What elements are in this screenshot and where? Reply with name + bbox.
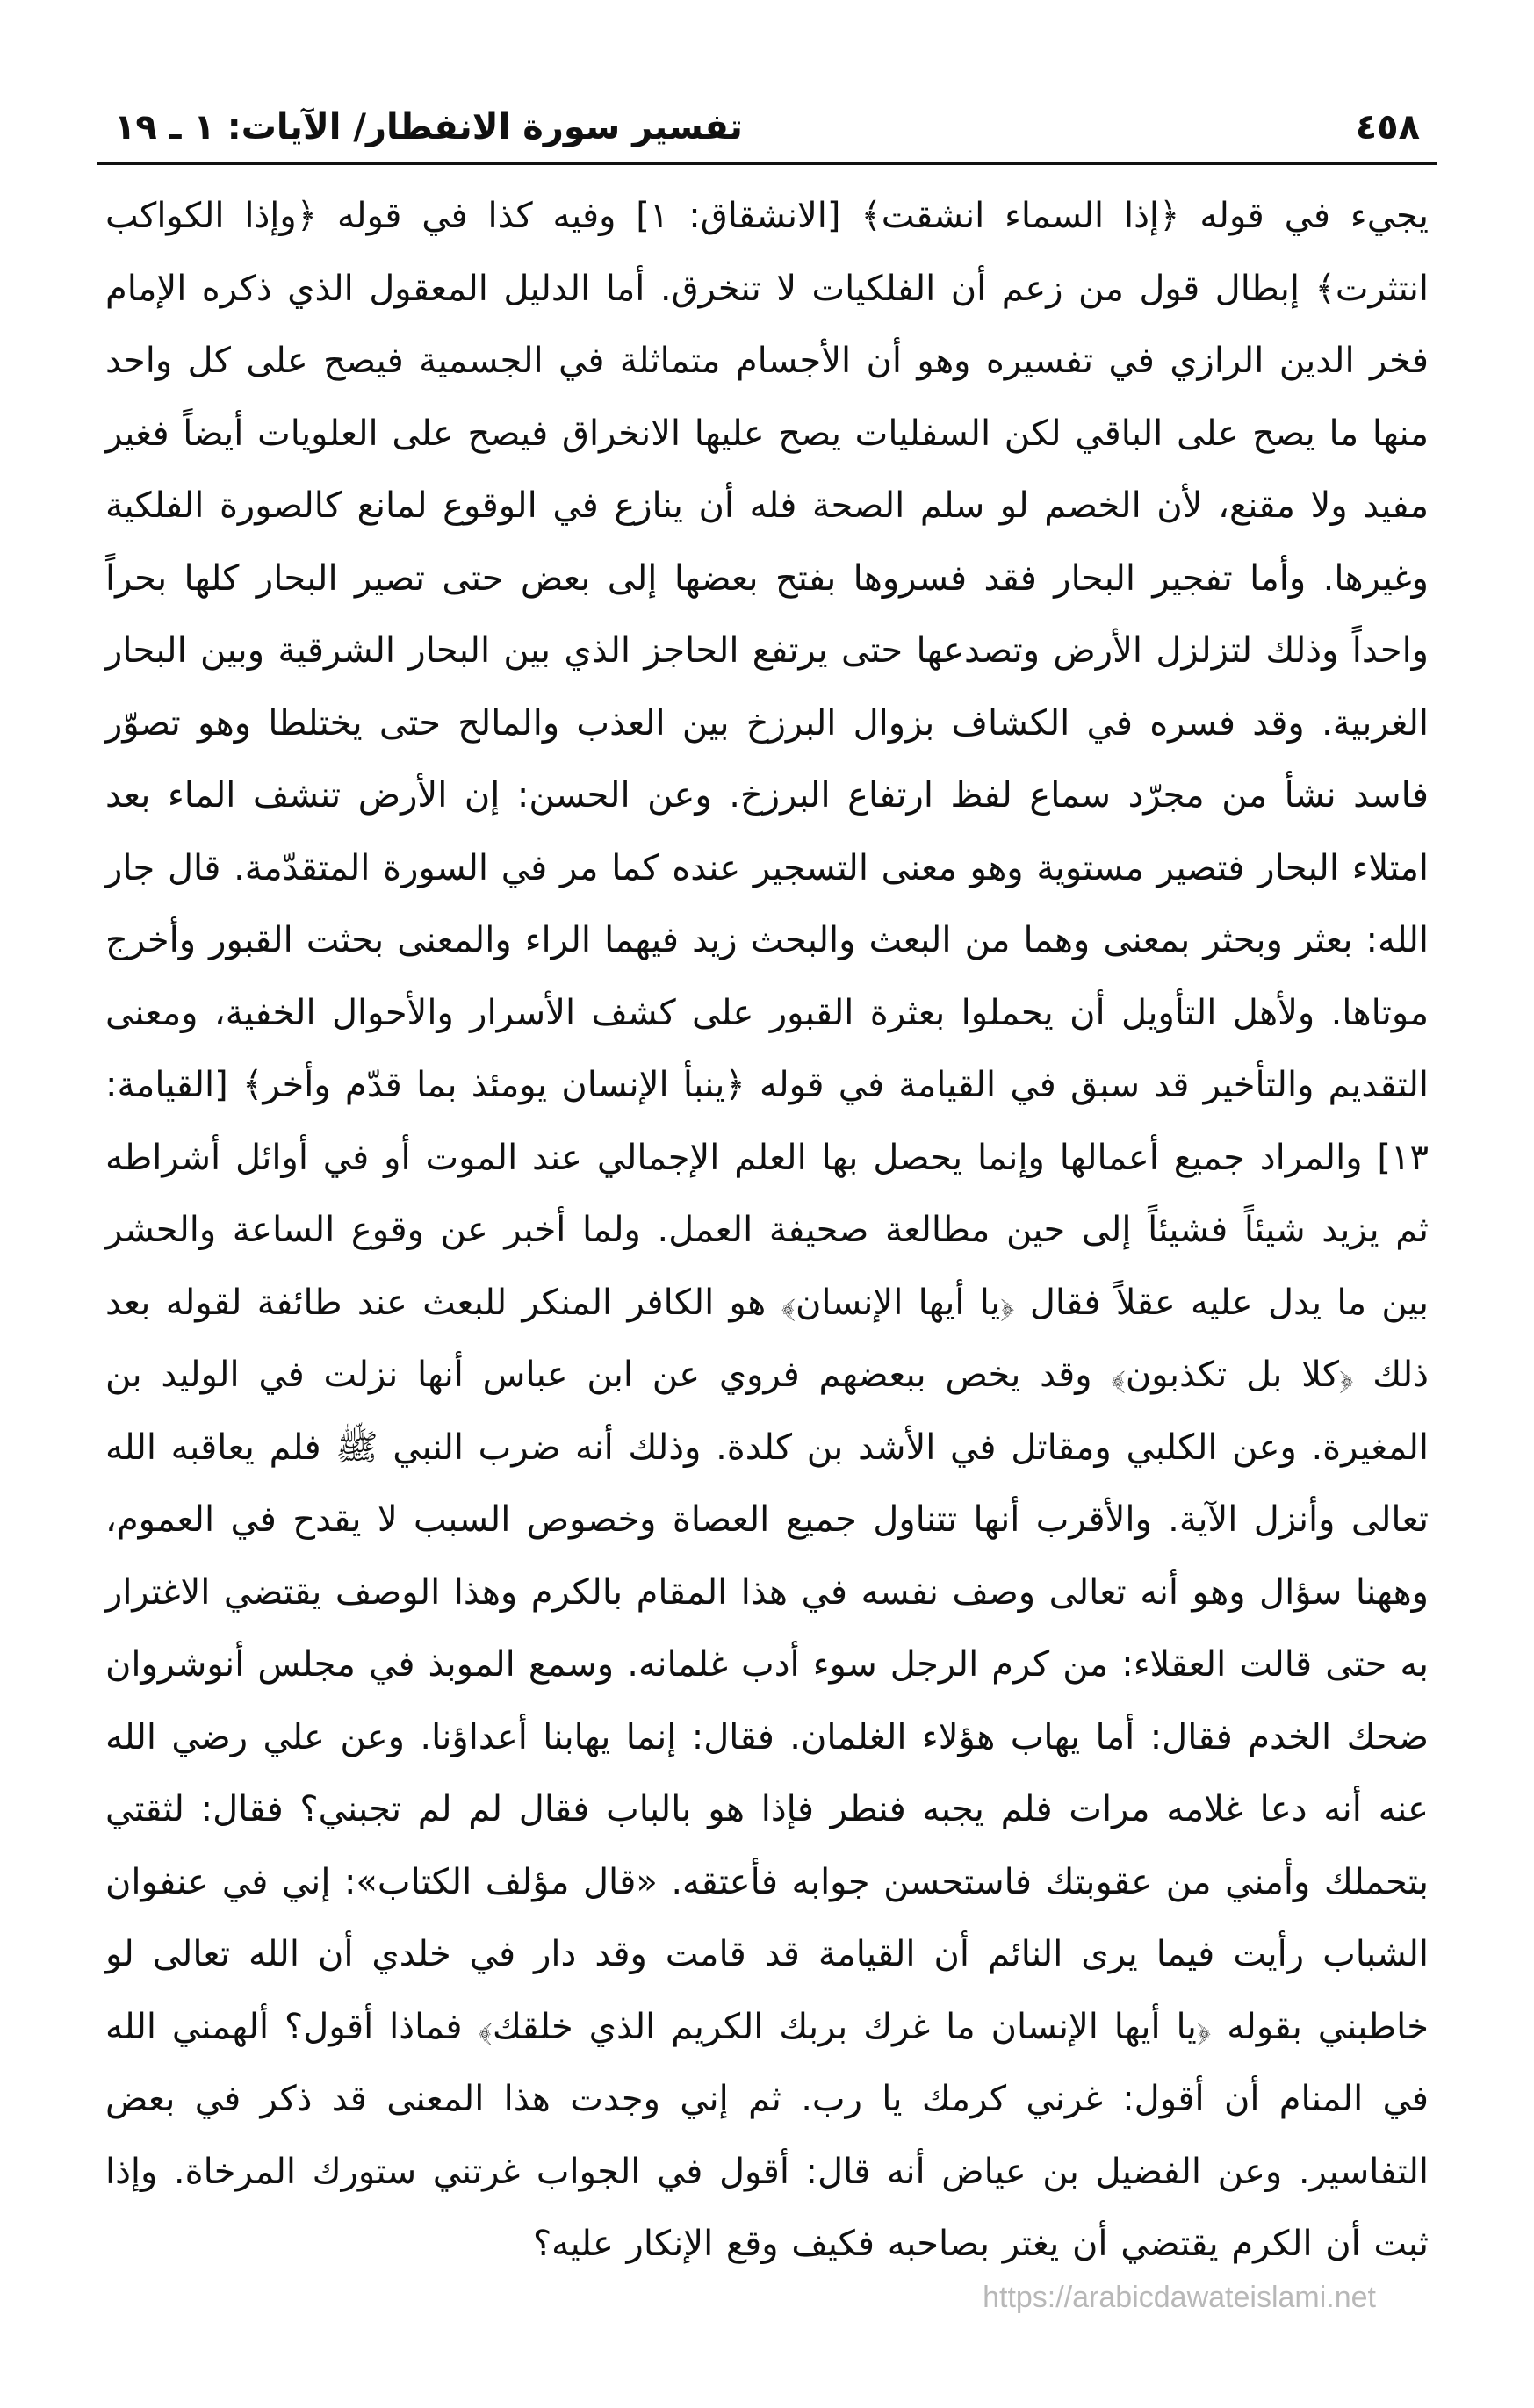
page-header bbox=[97, 105, 1437, 167]
watermark-url: https://arabicdawateislami.net bbox=[983, 2281, 1376, 2314]
running-title: تفسير سورة الانفطار/ الآيات: ١ ـ ١٩ bbox=[114, 107, 743, 147]
body-text: يجيء في قوله ﴿إذا السماء انشقت﴾ [الانشقاق: ١] وفيه كذا في قوله ﴿وإذا الكواكب انتثرت﴾ إبطال قول من زعم أن الفلكيات لا تنخرق. أما الدليل المعقول الذي ذكره الإمام فخر الدين الرازي في تفسيره وهو أن الأجسام متماثلة في الجسمية فيصح على كل واحد منها ما يصح على الباقي لكن السفليات يصح عليها الانخراق فيصح على العلويات أيضاً فغير مفيد ولا مقنع، لأن الخصم لو سلم الصحة فله أن ينازع في الوقوع لمانع كالصورة الفلكية وغيرها. وأما تفجير البحار فقد فسروها بفتح بعضها إلى بعض حتى تصير البحار كلها بحراً واحداً وذلك لتزلزل الأرض وتصدعها حتى يرتفع الحاجز الذي بين البحار الشرقية وبين البحار الغربية. وقد فسره في الكشاف بزوال البرزخ بين العذب والمالح حتى يختلطا وهو تصوّر فاسد نشأ من مجرّد سماع لفظ ارتفاع البرزخ. وعن الحسن: إن الأرض تنشف الماء بعد امتلاء البحار فتصير مستوية وهو معنى التسجير عنده كما مر في السورة المتقدّمة. قال جار الله: بعثر وبحثر بمعنى وهما من البعث والبحث زيد فيهما الراء والمعنى بحثت القبور وأخرج موتاها. ولأهل التأويل أن يحملوا بعثرة القبور على كشف الأسرار والأحوال الخفية، ومعنى التقديم والتأخير قد سبق في القيامة في قوله ﴿ينبأ الإنسان يومئذ بما قدّم وأخر﴾ [القيامة: ١٣] والمراد جميع أعمالها وإنما يحصل بها العلم الإجمالي عند الموت أو في أوائل أشراطه ثم يزيد شيئاً فشيئاً إلى حين مطالعة صحيفة العمل. ولما أخبر عن وقوع الساعة والحشر بين ما يدل عليه عقلاً فقال ﴿يا أيها الإنسان﴾ هو الكافر المنكر للبعث عند طائفة لقوله بعد ذلك ﴿كلا بل تكذبون﴾ وقد يخص ببعضهم فروي عن ابن عباس أنها نزلت في الوليد بن المغيرة. وعن الكلبي ومقاتل في الأشد بن كلدة. وذلك أنه ضرب النبي ﷺ فلم يعاقبه الله تعالى وأنزل الآية. والأقرب أنها تتناول جميع العصاة وخصوص السبب لا يقدح في العموم، وههنا سؤال وهو أنه تعالى وصف نفسه في هذا المقام بالكرم وهذا الوصف يقتضي الاغترار به حتى قالت العقلاء: من كرم الرجل سوء أدب غلمانه. وسمع الموبذ في مجلس أنوشروان ضحك الخدم فقال: أما يهاب هؤلاء الغلمان. فقال: إنما يهابنا أعداؤنا. وعن علي رضي الله عنه أنه دعا غلامه مرات فلم يجبه فنطر فإذا هو بالباب فقال لم لم تجبني؟ فقال: لثقتي بتحملك وأمني من عقوبتك فاستحسن جوابه فأعتقه. «قال مؤلف الكتاب»: إني في عنفوان الشباب رأيت فيما يرى النائم أن القيامة قد قامت وقد دار في خلدي أن الله تعالى لو خاطبني بقوله ﴿يا أيها الإنسان ما غرك بربك الكريم الذي خلقك﴾ فماذا أقول؟ ألهمني الله في المنام أن أقول: غرني كرمك يا رب. ثم إني وجدت هذا المعنى قد ذكر في بعض التفاسير. وعن الفضيل بن عياض أنه قال: أقول في الجواب غرتني ستورك المرخاة. وإذا ثبت أن الكرم يقتضي أن يغتر بصاحبه فكيف وقع الإنكار عليه؟ bbox=[105, 196, 1429, 2264]
page-number: ٤٥٨ bbox=[1355, 107, 1420, 147]
header-rule bbox=[97, 162, 1437, 165]
